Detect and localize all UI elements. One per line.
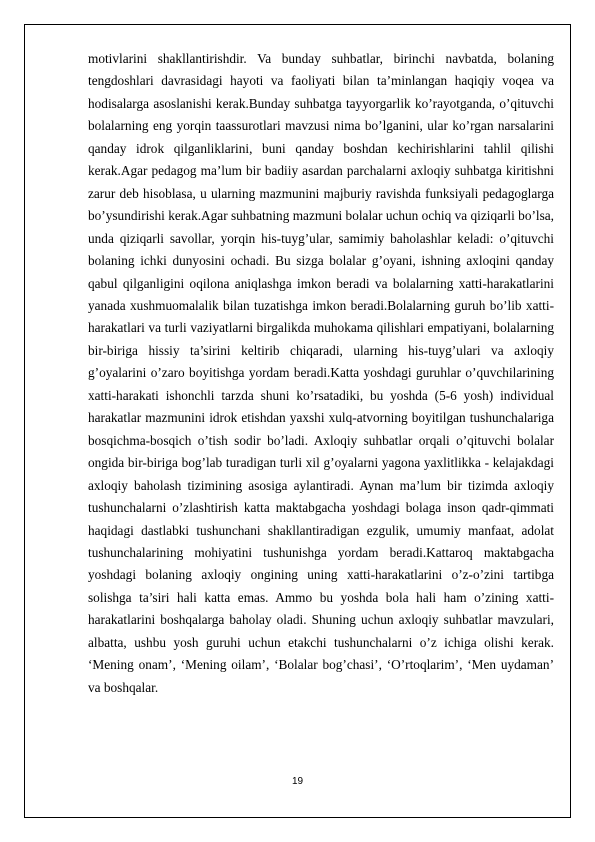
body-paragraph: motivlarini shakllantirishdir. Va bunday suhbatlar, birinchi navbatda, bolaning tengdoshlari davrasidagi hayoti va faoliyati bilan ta’minlangan haqiqiy voqea va hodisalarga asoslanishi kerak.Bunday suhbatga tayyorgarlik ko’rayotganda, o’qituvchi bolalarning eng yorqin taassurotlari mavzusi nima bo’lganini, ular ko’rgan narsalarini qanday idrok qilganliklarini, buni qanday boshdan kechirishlarini tahlil qilishi kerak.Agar pedagog ma’lum bir badiiy asardan parchalarni axloqiy suhbatga kiritishni zarur deb hisoblasa, u ularning mazmunini majburiy ravishda funksiyali pedagoglarga bo’ysundirishi kerak.Agar suhbatning mazmuni bolalar uchun ochiq va qiziqarli bo’lsa, unda qiziqarli savollar, yorqin his-tuyg’ular, samimiy baholashlar keladi: o’qituvchi bolaning ichki dunyosini ochadi. Bu sizga bolalar g’oyani, ishning axloqini qanday qabul qilganligini oqilona aniqlashga imkon beradi va bolalarning xatti-harakatlarini yanada xushmuomalalik bilan tuzatishga imkon beradi.Bolalarning guruh bo’lib xatti-harakatlari va turli vaziyatlarni birgalikda muhokama qilishlari empatiyani, bolalarning bir-biriga hissiy ta’sirini keltirib chiqaradi, ularning his-tuyg’ulari va axloqiy g’oyalarini o’zaro boyitishga yordam beradi.Katta yoshdagi guruhlar o’quvchilarining xatti-harakati ishonchli tarzda shuni ko’rsatadiki, bu yoshda (5-6 yosh) individual harakatlar mazmunini idrok etishdan yaxshi xulq-atvorning boyitilgan tushunchalariga bosqichma-bosqich o’tish sodir bo’ladi. Axloqiy suhbatlar orqali o’qituvchi bolalar ongida bir-biriga bog’lab turadigan turli xil g’oyalarni yagona yaxlitlikka - kelajakdagi axloqiy baholash tizimining asosiga aylantiradi. Aynan ma’lum bir tizimda axloqiy tushunchalarni o’zlashtirish katta maktabgacha yoshdagi bolaga inson qadr-qimmati haqidagi dastlabki tushunchani shakllantiradigan ezgulik, umumiy manfaat, adolat tushunchalarining mohiyatini tushunishga yordam beradi.Kattaroq maktabgacha yoshdagi bolaning axloqiy ongining uning xatti-harakatlarini o’z-o’zini tartibga solishga ta’siri hali katta emas. Ammo bu yoshda bola hali ham o’zining xatti-harakatlarini boshqalarga baholay oladi. Shuning uchun axloqiy suhbatlar mavzulari, albatta, ushbu yosh guruhi uchun etakchi tushunchalarni o’z ichiga olishi kerak. ‘Mening onam’, ‘Mening oilam’, ‘Bolalar bog’chasi’, ‘O’rtoqlarim’, ‘Men uydaman’ va boshqalar.	[88, 51, 554, 695]
page-number: 19	[291, 776, 304, 787]
